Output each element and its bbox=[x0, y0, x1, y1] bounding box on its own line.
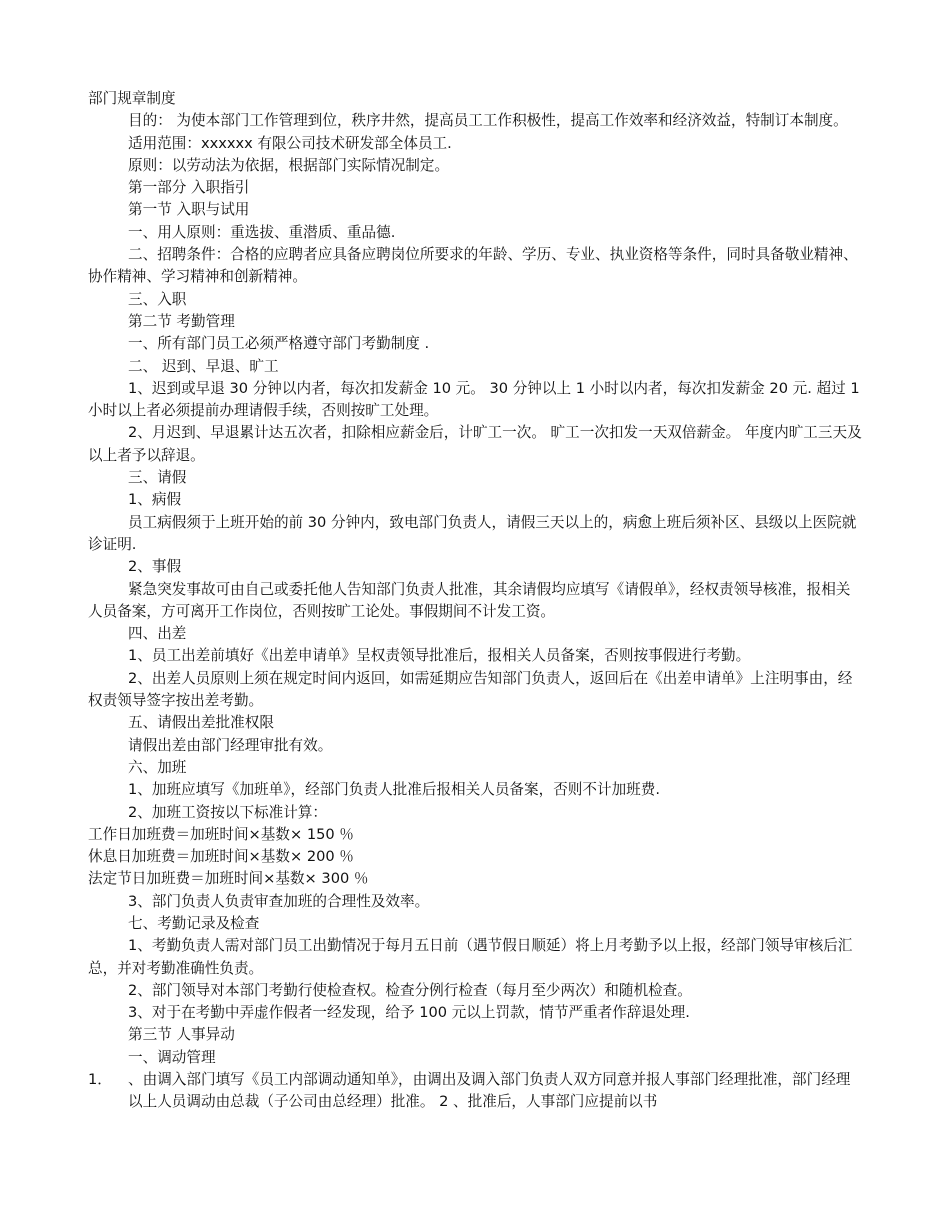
paragraph: 1、迟到或早退 30 分钟以内者，每次扣发薪金 10 元。 30 分钟以上 1 小时以内者，每次扣发薪金 20 元. 超过 1 小时以上者必须提前办理请假手续，否则按旷工处理。 bbox=[88, 379, 860, 420]
paragraph: 1、员工出差前填好《出差申请单》呈权责领导批准后，报相关人员备案，否则按事假进行考勤。 bbox=[128, 647, 751, 665]
paragraph: 2、部门领导对本部门考勤行使检查权。检查分例行检查（每月至少两次）和随机检查。 bbox=[128, 981, 692, 999]
paragraph: 2、加班工资按以下标准计算： bbox=[128, 803, 328, 821]
formula-line: 休息日加班费＝加班时间×基数× 200 ％ bbox=[88, 848, 354, 866]
document-body bbox=[88, 88, 864, 1114]
paragraph: 1、病假 bbox=[128, 491, 182, 509]
section-heading: 第一节 入职与试用 bbox=[128, 201, 250, 219]
paragraph: 一、调动管理 bbox=[128, 1048, 216, 1066]
paragraph: 3、对于在考勤中弄虚作假者一经发现，给予 100 元以上罚款，情节严重者作辞退处理. bbox=[128, 1004, 690, 1022]
paragraph: 二、招聘条件：合格的应聘者应具备应聘岗位所要求的年龄、学历、专业、执业资格等条件，同时具备敬业精神、协作精神、学习精神和创新精神。 bbox=[88, 246, 858, 286]
paragraph: 一、所有部门员工必须严格遵守部门考勤制度 . bbox=[128, 335, 430, 353]
paragraph: 2、出差人员原则上须在规定时间内返回，如需延期应告知部门负责人，返回后在《出差申请单》上注明事由，经权责领导签字按出差考勤。 bbox=[88, 669, 853, 710]
paragraph: 1、考勤负责人需对部门员工出勤情况于每月五日前（遇节假日顺延）将上月考勤予以上报，经部门领导审核后汇总，并对考勤准确性负责。 bbox=[88, 937, 853, 977]
paragraph: 三、请假 bbox=[128, 469, 187, 487]
paragraph-principle: 原则：以劳动法为依据，根据部门实际情况制定。 bbox=[128, 156, 450, 174]
paragraph: 一、用人原则：重选拔、重潜质、重品德. bbox=[128, 223, 396, 241]
section-heading: 第二节 考勤管理 bbox=[128, 312, 235, 330]
paragraph-scope: 适用范围：xxxxxx 有限公司技术研发部全体员工. bbox=[128, 134, 452, 152]
formula-line: 法定节日加班费＝加班时间×基数× 300 ％ bbox=[88, 870, 369, 888]
paragraph: 四、出差 bbox=[128, 625, 187, 643]
paragraph-purpose: 目的： 为使本部门工作管理到位，秩序井然，提高员工工作积极性，提高工作效率和经济效益，特制订本制度。 bbox=[128, 112, 848, 130]
part-heading: 第一部分 入职指引 bbox=[128, 179, 250, 197]
paragraph: 请假出差由部门经理审批有效。 bbox=[128, 736, 333, 754]
paragraph: 3、部门负责人负责审查加班的合理性及效率。 bbox=[128, 892, 430, 910]
paragraph: 二、 迟到、早退、旷工 bbox=[128, 357, 279, 375]
document-title: 部门规章制度 bbox=[88, 90, 176, 107]
paragraph: 2、事假 bbox=[128, 558, 182, 576]
list-number: 1． bbox=[88, 1071, 112, 1089]
list-item bbox=[88, 1069, 864, 1114]
paragraph: 1、加班应填写《加班单》，经部门负责人批准后报相关人员备案，否则不计加班费. bbox=[128, 781, 661, 799]
paragraph: 员工病假须于上班开始的前 30 分钟内，致电部门负责人，请假三天以上的，病愈上班后须补区、县级以上医院就诊证明. bbox=[88, 513, 857, 553]
paragraph: 2、月迟到、早退累计达五次者，扣除相应薪金后，计旷工一次。 旷工一次扣发一天双倍薪金。 年度内旷工三天及以上者予以辞退。 bbox=[88, 424, 862, 464]
section-heading: 第三节 人事异动 bbox=[128, 1026, 235, 1044]
paragraph: 紧急突发事故可由自己或委托他人告知部门负责人批准，其余请假均应填写《请假单》，经权责领导核准，报相关人员备案，方可离开工作岗位，否则按旷工论处。事假期间不计发工资。 bbox=[88, 580, 851, 620]
paragraph: 五、请假出差批准权限 bbox=[128, 714, 274, 732]
paragraph: 三、入职 bbox=[128, 290, 187, 308]
list-text: 、由调入部门填写《员工内部调动通知单》，由调出及调入部门负责人双方同意并报人事部门经理批准，部门经理以上人员调动由总裁（子公司由总经理）批准。 2 、批准后，人事部门应提前以书 bbox=[128, 1071, 851, 1111]
formula-line: 工作日加班费＝加班时间×基数× 150 ％ bbox=[88, 825, 354, 843]
paragraph: 六、加班 bbox=[128, 758, 187, 776]
paragraph: 七、考勤记录及检查 bbox=[128, 914, 260, 932]
